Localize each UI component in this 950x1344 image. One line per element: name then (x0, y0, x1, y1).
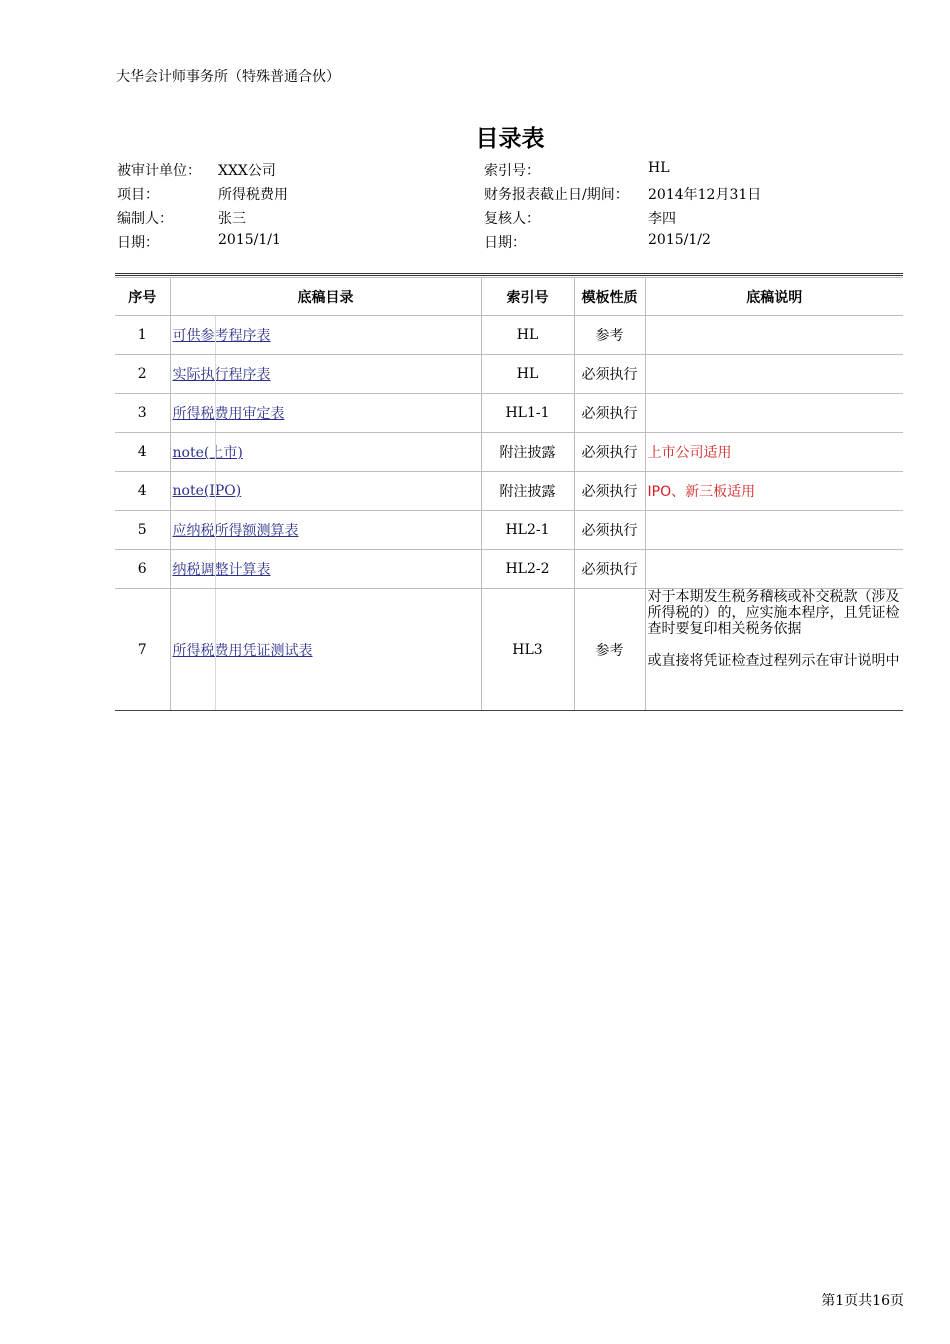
table-row (115, 550, 903, 589)
page-title: 目录表 (475, 126, 545, 152)
doc-link-reference-program[interactable]: 可供参考程序表 (172, 328, 271, 344)
header-seq: 序号 (115, 278, 170, 316)
row-seq: 1 (115, 316, 170, 355)
row-index: HL1-1 (481, 394, 574, 433)
row-type: 必须执行 (574, 433, 645, 472)
header-doc: 底稿目录 (170, 278, 481, 316)
row-type: 必须执行 (574, 472, 645, 511)
doc-link-approval-table[interactable]: 所得税费用审定表 (172, 406, 285, 422)
row-type: 必须执行 (574, 394, 645, 433)
audited-unit-value: XXX公司 (218, 163, 276, 179)
row-doc-cell (170, 316, 481, 355)
row-seq: 4 (115, 433, 170, 472)
voucher-note-para-2: 或直接将凭证检查过程列示在审计说明中 (647, 653, 900, 669)
table-row (115, 355, 903, 394)
firm-name: 大华会计师事务所（特殊普通合伙） (116, 69, 340, 85)
row-index: 附注披露 (481, 472, 574, 511)
row-doc-cell (170, 589, 481, 711)
row-note (645, 355, 903, 394)
row-index: HL (481, 316, 574, 355)
preparer-value: 张三 (218, 211, 246, 227)
period-label: 财务报表截止日/期间： (484, 187, 629, 203)
date2-label: 日期： (484, 235, 526, 251)
item-value: 所得税费用 (218, 187, 288, 203)
doc-link-note-ipo[interactable]: note(IPO) (172, 483, 242, 499)
row-doc-cell (170, 511, 481, 550)
row-seq: 2 (115, 355, 170, 394)
preparer-label: 编制人： (117, 211, 173, 227)
row-type: 必须执行 (574, 511, 645, 550)
reviewer-value: 李四 (648, 211, 676, 227)
doc-link-actual-program[interactable]: 实际执行程序表 (172, 367, 271, 383)
table-top-rule (115, 273, 903, 276)
table-row (115, 511, 903, 550)
row-note-listed: 上市公司适用 (645, 433, 903, 472)
table-row (115, 589, 903, 711)
row-index: HL3 (481, 589, 574, 711)
table-row (115, 394, 903, 433)
row-doc-cell (170, 394, 481, 433)
row-note (645, 394, 903, 433)
row-type: 必须执行 (574, 355, 645, 394)
index-label: 索引号： (484, 163, 540, 179)
header-index: 索引号 (481, 278, 574, 316)
row-seq: 3 (115, 394, 170, 433)
row-seq: 6 (115, 550, 170, 589)
audited-unit-label: 被审计单位： (117, 163, 201, 179)
row-seq: 7 (115, 589, 170, 711)
row-seq: 5 (115, 511, 170, 550)
index-value: HL (648, 160, 670, 176)
row-doc-cell (170, 355, 481, 394)
row-seq: 4 (115, 472, 170, 511)
row-index: HL (481, 355, 574, 394)
row-note (645, 511, 903, 550)
row-index: 附注披露 (481, 433, 574, 472)
row-note (645, 316, 903, 355)
header-type: 模板性质 (574, 278, 645, 316)
row-doc-cell (170, 550, 481, 589)
doc-link-note-listed[interactable]: note(上市) (172, 445, 243, 461)
date1-value: 2015/1/1 (218, 232, 281, 248)
table-row (115, 472, 903, 511)
voucher-note-para-1: 对于本期发生税务稽核或补交税款（涉及所得税的）的，应实施本程序，且凭证检查时要复印相关税务依据 (647, 589, 900, 637)
table-header-row (115, 278, 903, 316)
doc-link-tax-adjustment[interactable]: 纳税调整计算表 (172, 562, 271, 578)
page-footer: 第1页共16页 (821, 1293, 904, 1309)
row-index: HL2-2 (481, 550, 574, 589)
date2-value: 2015/1/2 (648, 232, 711, 248)
doc-link-voucher-test[interactable]: 所得税费用凭证测试表 (172, 642, 313, 659)
date1-label: 日期： (117, 235, 159, 251)
period-value: 2014年12月31日 (648, 187, 762, 203)
row-doc-cell (170, 433, 481, 472)
row-type: 必须执行 (574, 550, 645, 589)
toc-table (115, 277, 903, 711)
row-doc-cell (170, 472, 481, 511)
header-note: 底稿说明 (645, 278, 903, 316)
row-note (645, 550, 903, 589)
table-row (115, 316, 903, 355)
table-row (115, 433, 903, 472)
row-index: HL2-1 (481, 511, 574, 550)
row-type: 参考 (574, 589, 645, 711)
row-type: 参考 (574, 316, 645, 355)
row-note-ipo: IPO、新三板适用 (645, 472, 903, 511)
item-label: 项目： (117, 187, 159, 203)
row-note-voucher (645, 589, 903, 711)
doc-link-taxable-income[interactable]: 应纳税所得额测算表 (172, 523, 299, 539)
reviewer-label: 复核人： (484, 211, 540, 227)
